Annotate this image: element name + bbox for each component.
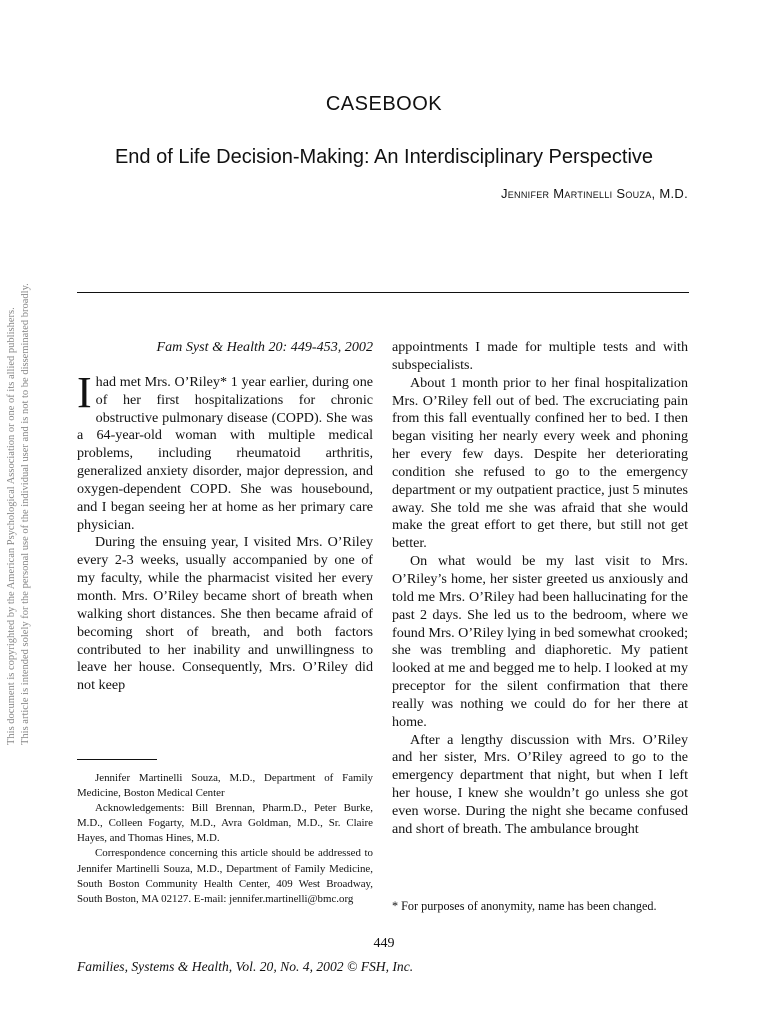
paragraph: appointments I made for multiple tests and with subspecialists. [392,339,688,373]
author-byline: Jennifer Martinelli Souza, M.D. [500,186,688,201]
section-kicker: CASEBOOK [325,93,443,115]
acknowledgements-note: Acknowledgements: Bill Brennan, Pharm.D., Peter Burke, M.D., Colleen Fogarty, M.D., Avra Goldman, M.D., Sr. Claire Hayes, and Thomas Hines, M.D. [77,802,373,845]
header-divider [77,292,689,293]
page-number: 449 [373,936,395,951]
right-column [392,339,688,839]
paragraph: On what would be my last visit to Mrs. O’Riley’s home, her sister greeted us anxiously and told me Mrs. O’Riley had been hallucinating for the past 2 days. She led us to the bedroom, where we found Mrs. O’Riley lying in bed somewhat crooked; she was trembling and diaphoretic. My patient looked at me and begged me to help. I looked at my preceptor for the silent confirmation that there really was nothing we could do for her there at home. [392,553,688,730]
paragraph: About 1 month prior to her final hospitalization Mrs. O’Riley fell out of bed. The excruciating pain from this fall eventually confined her to bed. I then began visiting her nearly every week and phoning her every few days. Despite her deteriorating condition she refused to go to the emergency department or my outpatient practice, just 5 minutes away. She told me she was afraid that she would make the great effort to get there, but still not get better. [392,374,688,552]
paragraph-text: had met Mrs. O’Riley* 1 year earlier, during one of her first hospitalizations for chronic obstructive pulmonary disease (COPD). She was a 64-year-old woman with multiple medical problems, including rheumatoid arthritis, generalized anxiety disorder, major depression, and oxygen-dependent COPD. She was housebound, and I began seeing her at home as her primary care physician. [77,373,373,533]
journal-footer: Families, Systems & Health, Vol. 20, No. 4, 2002 © FSH, Inc. [77,959,414,974]
correspondence-note: Correspondence concerning this article should be addressed to Jennifer Martinelli Souza, M.D., Department of Family Medicine, South Boston Community Health Center, 409 West Broadway, South Boston, MA 02127. E-mail: jennifer.martinelli@bmc.org [77,847,373,905]
anonymity-footnote [392,899,688,915]
article-title: End of Life Decision-Making: An Interdisciplinary Perspective [114,146,654,168]
paragraph: During the ensuing year, I visited Mrs. O’Riley every 2-3 weeks, usually accompanied by one of my faculty, while the pharmacist visited her every month. Mrs. O’Riley became short of breath when walking short distances. She then became afraid of becoming short of breath, and both factors contributed to her inability and unwillingness to leave her house. Consequently, Mrs. O’Riley did not keep [77,534,373,694]
citation: Fam Syst & Health 20: 449-453, 2002 [156,339,373,355]
anonymity-note: * For purposes of anonymity, name has been changed. [392,899,657,913]
drop-cap: I [77,367,92,417]
paragraph [77,367,373,535]
copyright-notice-line-1: This document is copyrighted by the American Psychological Association or one of its allied publishers. [6,307,17,745]
affiliation-note: Jennifer Martinelli Souza, M.D., Department of Family Medicine, Boston Medical Center [77,772,373,800]
left-column [77,339,373,695]
copyright-notice-line-2: This article is intended solely for the personal use of the individual user and is not to be disseminated broadly. [20,283,31,745]
author-footnotes [77,771,373,907]
footnote-divider [77,759,157,760]
paragraph: After a lengthy discussion with Mrs. O’Riley and her sister, Mrs. O’Riley agreed to go to the emergency department that night, but when I left her house, I knew she wouldn’t go unless she got even worse. During the night she became confused and short of breath. The ambulance brought [392,731,688,837]
